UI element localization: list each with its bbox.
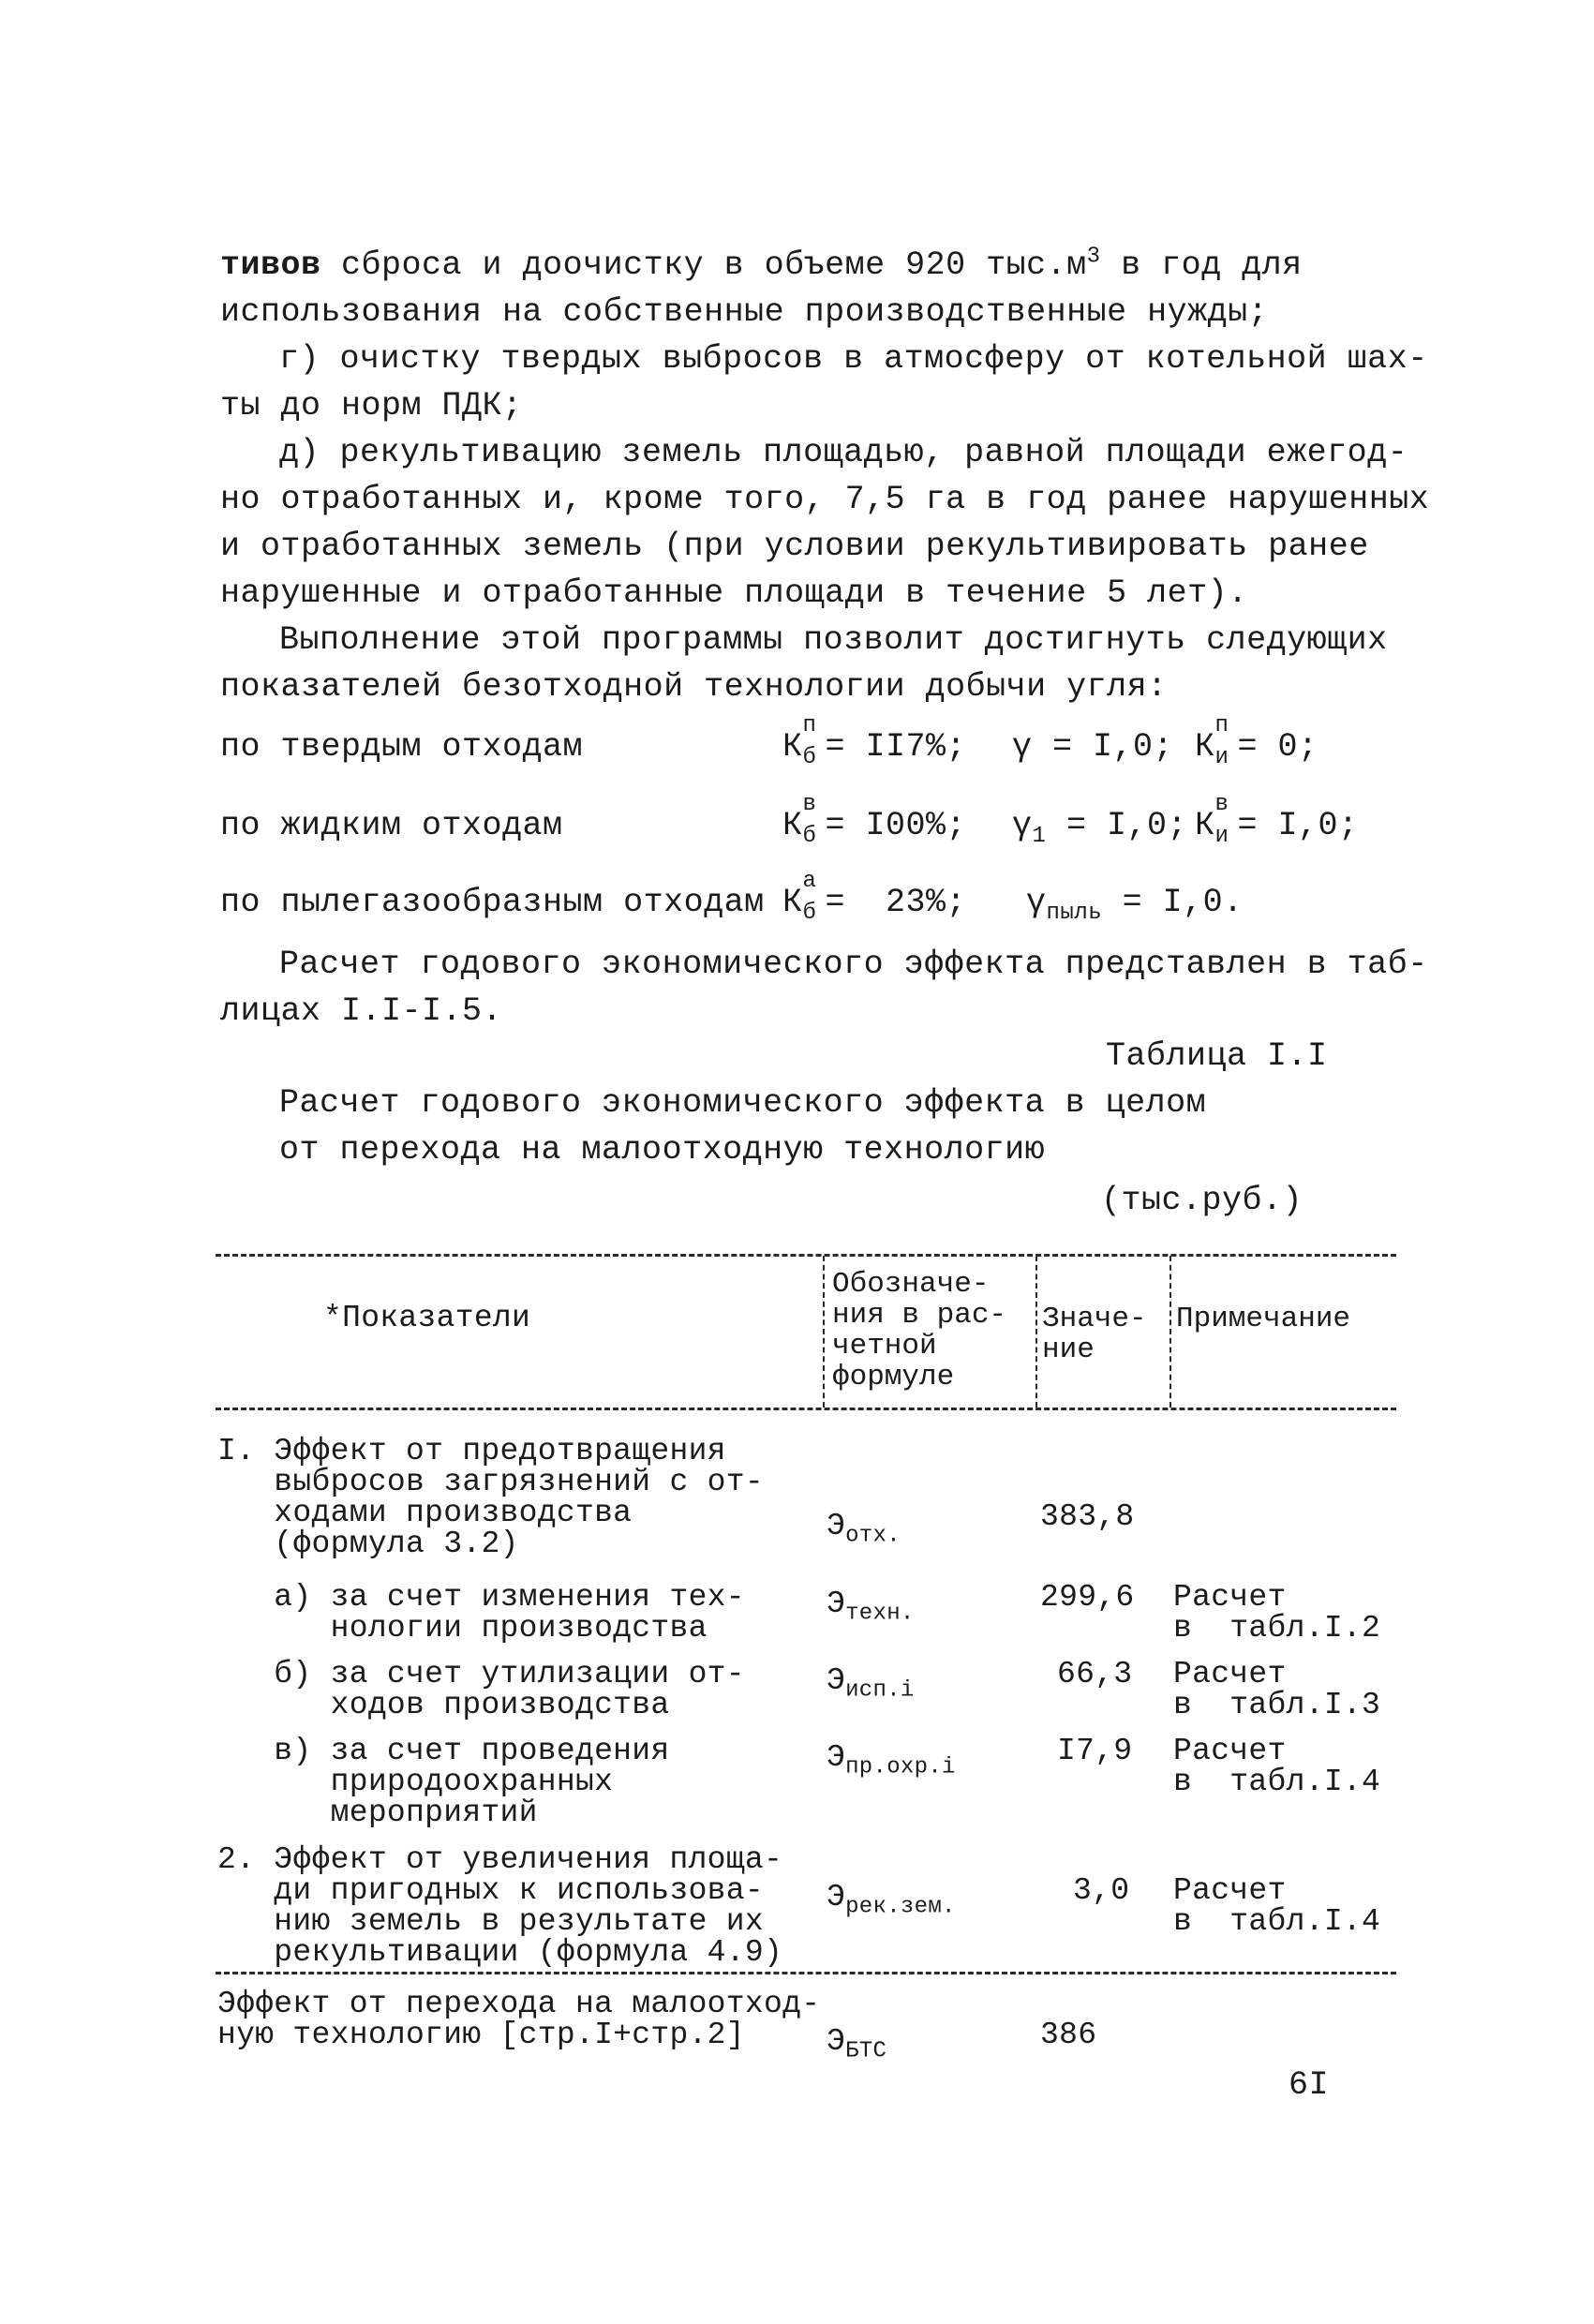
text-line-10: показателей безотходной технологии добычи угля: <box>220 668 1168 706</box>
table-units: (тыс.руб.) <box>1101 1182 1304 1219</box>
table-header-rule <box>216 1408 1396 1410</box>
indicator-liquid-label: по жидким отходам <box>220 807 563 844</box>
text-line-8: нарушенные и отработанные площади в течение 5 лет). <box>220 574 1248 612</box>
row-1-value: 383,8 <box>1040 1499 1135 1534</box>
row-a-value: 299,6 <box>1040 1580 1135 1615</box>
row-c-label-3: мероприятий <box>217 1795 538 1830</box>
row-b-label-2: ходов производства <box>217 1688 670 1722</box>
text-line-1-bold: тивов <box>220 246 321 284</box>
row-2-value: 3,0 <box>1073 1873 1130 1908</box>
row-1-label-1: I. Эффект от предотвращения <box>217 1434 726 1468</box>
total-label-1: Эффект от перехода на малоотход- <box>217 1987 821 2021</box>
row-c-note-2: в табл.I.4 <box>1173 1765 1381 1799</box>
row-2-note-2: в табл.I.4 <box>1173 1904 1381 1939</box>
indicator-dust-gamma: $\gamma_{пыль} = I,0$. <box>1026 884 1244 926</box>
row-b-label-1: б) за счет утилизации от- <box>217 1657 745 1691</box>
text-line-4: ты до норм ПДК; <box>220 387 523 425</box>
row-b-note-1: Расчет <box>1173 1657 1287 1691</box>
table-top-rule <box>216 1254 1396 1257</box>
row-b-symbol: $Э_{исп.i}$ <box>827 1663 915 1704</box>
header-symbol-line-3: четной <box>832 1330 937 1363</box>
row-a-note-1: Расчет <box>1173 1580 1287 1615</box>
row-2-label-3: нию земель в результате их <box>217 1904 764 1939</box>
row-1-label-4: (формула 3.2) <box>217 1527 519 1561</box>
text-line-1-rest: сброса и доочистку в объеме 920 тыс.м <box>320 246 1087 284</box>
header-value-line-2: ние <box>1042 1333 1095 1366</box>
row-c-label-2: природоохранных <box>217 1765 614 1799</box>
table-title-line-2: от перехода на малоотходную технологию <box>279 1131 1046 1169</box>
superscript-3: 3 <box>1086 244 1101 270</box>
text-line-2: использования на собственные производственные нужды; <box>220 293 1269 331</box>
header-value-line-1: Значе- <box>1042 1303 1147 1335</box>
row-1-symbol: $Э_{отх.}$ <box>827 1509 901 1549</box>
indicator-solid-gamma: γ = I,0; <box>1012 728 1174 766</box>
row-2-note-1: Расчет <box>1173 1873 1287 1908</box>
header-symbol-line-4: формуле <box>832 1361 955 1393</box>
text-line-5: д) рекультивацию земель площадью, равной площади ежегод- <box>279 434 1408 471</box>
indicator-solid-label: по твердым отходам <box>220 728 584 766</box>
text-line-7: и отработанных земель (при условии рекультивировать ранее <box>220 528 1369 565</box>
row-a-symbol: $Э_{техн.}$ <box>827 1587 915 1627</box>
header-indicators: *Показатели <box>323 1301 531 1335</box>
row-b-note-2: в табл.I.3 <box>1173 1688 1381 1722</box>
row-2-symbol: $Э_{рек.зем.}$ <box>827 1880 956 1920</box>
indicator-solid-k: К п б = II7%; <box>782 712 967 770</box>
indicator-solid-k2: К п и = 0; <box>1195 712 1318 770</box>
row-1-label-3: ходами производства <box>217 1496 633 1530</box>
row-b-value: 66,3 <box>1057 1657 1133 1691</box>
calc-text-line-1: Расчет годового экономического эффекта представлен в таб- <box>279 946 1428 983</box>
indicator-dust-label: по пылегазообразным отходам <box>220 884 765 921</box>
row-2-label-1: 2. Эффект от увеличения площа- <box>217 1842 783 1877</box>
page-number: 6I <box>1289 2066 1330 2104</box>
text-line-1 <box>220 242 1303 289</box>
row-2-label-2: ди пригодных к использова- <box>217 1873 764 1908</box>
row-a-label-2: нологии производства <box>217 1611 708 1646</box>
table-bottom-rule <box>216 1972 1396 1974</box>
row-2-label-4: рекультивации (формула 4.9) <box>217 1935 783 1970</box>
header-symbol-line-1: Обозначе- <box>832 1268 990 1301</box>
text-line-3: г) очистку твердых выбросов в атмосферу от котельной шах- <box>279 340 1428 378</box>
row-c-label-1: в) за счет проведения <box>217 1734 670 1768</box>
col-divider-3 <box>1169 1256 1171 1408</box>
row-c-value: I7,9 <box>1057 1734 1133 1768</box>
col-divider-1 <box>823 1256 825 1408</box>
header-note: Примечание <box>1176 1303 1351 1335</box>
indicator-liquid-k: К в б = I00%; <box>782 791 967 849</box>
total-symbol: $Э_{БТС}$ <box>827 2024 887 2064</box>
indicator-dust-k: К а б = 23%; <box>782 868 967 926</box>
row-1-label-2: выбросов загрязнений с от- <box>217 1465 764 1499</box>
col-divider-2 <box>1035 1256 1037 1408</box>
row-a-label-1: а) за счет изменения тех- <box>217 1580 745 1615</box>
row-a-note-2: в табл.I.2 <box>1173 1611 1381 1646</box>
row-c-symbol: $Э_{пр.охр.i}$ <box>827 1740 956 1780</box>
table-label: Таблица I.I <box>1106 1037 1328 1075</box>
indicator-liquid-k2: К в и = I,0; <box>1195 791 1359 849</box>
table-title-line-1: Расчет годового экономического эффекта в целом <box>279 1084 1207 1122</box>
header-symbol-line-2: ния в рас- <box>832 1299 1007 1332</box>
text-line-9: Выполнение этой программы позволит достигнуть следующих <box>279 621 1388 659</box>
total-label-2: ную технологию [стр.I+стр.2] <box>217 2018 745 2052</box>
text-line-1-tail: в год для <box>1100 246 1303 284</box>
calc-text-line-2: лицах I.I-I.5. <box>220 992 503 1030</box>
total-value: 386 <box>1040 2018 1097 2052</box>
text-line-6: но отработанных и, кроме того, 7,5 га в год ранее нарушенных <box>220 481 1430 518</box>
row-c-note-1: Расчет <box>1173 1734 1287 1768</box>
indicator-liquid-gamma: $\gamma_1 = I,0$; <box>1012 807 1187 849</box>
